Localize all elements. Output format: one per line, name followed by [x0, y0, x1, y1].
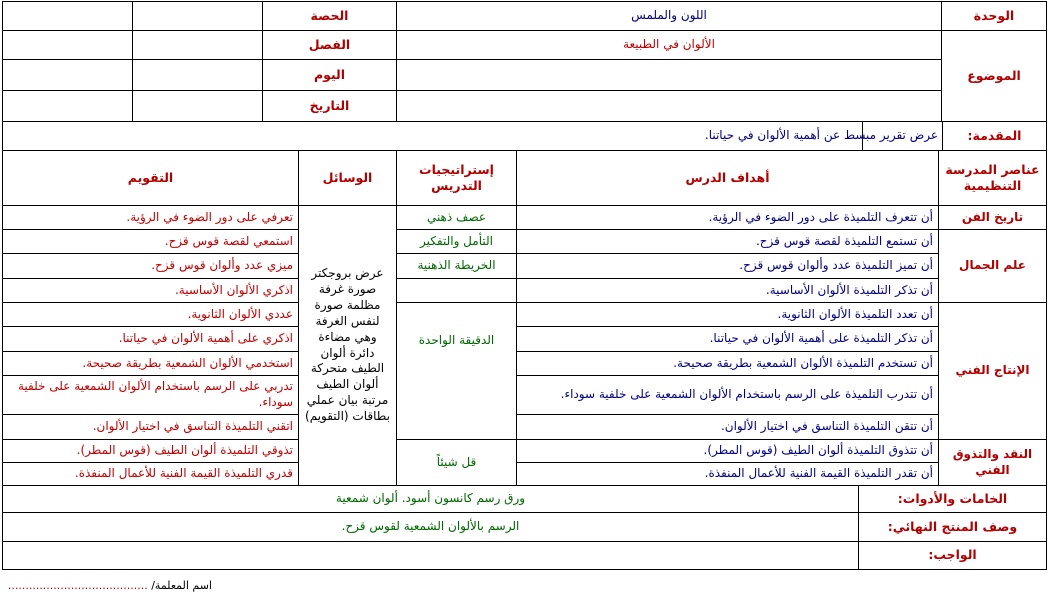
objective-item: أن تتذوق التلميذة ألوان الطيف (قوس المطر). — [517, 440, 939, 463]
objectives-header: أهداف الدرس — [517, 151, 939, 206]
group-art-production: الإنتاج الفني — [939, 303, 1047, 440]
evaluation-item: عددي الألوان الثانوية. — [3, 303, 299, 327]
evaluation-item: تعرفي على دور الضوء في الرؤية. — [3, 206, 299, 230]
evaluation-item: اذكري الألوان الأساسية. — [3, 279, 299, 303]
objective-item: أن تستمع التلميذة لقصة قوس قزح. — [517, 230, 939, 254]
unit-label: الوحدة — [942, 2, 1047, 31]
blank-cell — [3, 60, 133, 91]
topic-extra-cell — [397, 91, 942, 122]
strategies-header: إستراتيجيات التدريس — [397, 151, 517, 206]
period-value[interactable] — [133, 2, 263, 31]
topic-extra-cell — [397, 60, 942, 91]
evaluation-item: استخدمي الألوان الشمعية بطريقة صحيحة. — [3, 352, 299, 376]
homework-label: الواجب: — [859, 542, 1047, 570]
lesson-plan-sheet — [2, 1, 1046, 576]
final-product-value: الرسم بالألوان الشمعية لقوس قزح. — [3, 513, 859, 542]
strategy-one-minute — [397, 303, 517, 440]
blank-cell — [3, 31, 133, 60]
date-label: التاريخ — [263, 91, 397, 122]
group-art-history: تاريخ الفن — [939, 206, 1047, 230]
topic-label: الموضوع — [942, 31, 1047, 122]
evaluation-item: اذكري على أهمية الألوان في حياتنا. — [3, 327, 299, 352]
objective-item: أن تذكر التلميذة على أهمية الألوان في حياتنا. — [517, 327, 939, 352]
strategy-empty — [397, 279, 517, 303]
intro-value: عرض تقرير مبسط عن أهمية الألوان في حياتنا. — [863, 122, 943, 151]
materials-label: الخامات والأدوات: — [859, 486, 1047, 513]
day-value[interactable] — [133, 60, 263, 91]
strategy-mindmap: الخريطة الذهنية — [397, 254, 517, 279]
objective-item: أن تعدد التلميذة الألوان الثانوية. — [517, 303, 939, 327]
objective-item: أن تتدرب التلميذة على الرسم باستخدام الألوان الشمعية على خلفية سوداء. — [517, 376, 939, 415]
intro-table — [2, 121, 1047, 151]
materials-value: ورق رسم كانسون أسود. ألوان شمعية — [3, 486, 859, 513]
lesson-table — [2, 150, 1047, 486]
teacher-name-line — [0, 579, 212, 601]
objective-item: أن تذكر التلميذة الألوان الأساسية. — [517, 279, 939, 303]
group-aesthetics: علم الجمال — [939, 230, 1047, 303]
evaluation-header: التقويم — [3, 151, 299, 206]
footer-table — [2, 485, 1047, 570]
homework-value[interactable] — [3, 542, 859, 570]
topic-value: الألوان في الطبيعة — [397, 31, 942, 60]
strategy-say-something: قل شيئاً — [397, 440, 517, 486]
teacher-name-dots[interactable]: ........................................ — [7, 579, 148, 592]
tools-cell: عرض بروجكتر صورة غرفة مظلمة صورة لنفس الغرفة وهي مضاءة دائرة ألوان الطيف متحركة ألوان الطيف مرتبة بيان عملي بطاقات (التقويم) — [299, 206, 397, 486]
blank-cell — [3, 91, 133, 122]
intro-label: المقدمة: — [943, 122, 1047, 151]
elements-header: عناصر المدرسة التنظيمية — [939, 151, 1047, 206]
tools-header: الوسائل — [299, 151, 397, 206]
evaluation-item: تدربي على الرسم باستخدام الألوان الشمعية على خلفية سوداء. — [3, 376, 299, 415]
evaluation-item: اتقني التلميذة التناسق في اختيار الألوان. — [3, 415, 299, 440]
evaluation-item: قدري التلميذة القيمة الفنية للأعمال المنفذة. — [3, 463, 299, 486]
period-label: الحصة — [263, 2, 397, 31]
info-table — [2, 1, 1047, 122]
strategy-one-minute-label: الدقيقة الواحدة — [418, 333, 495, 347]
day-label: اليوم — [263, 60, 397, 91]
evaluation-item: تذوقي التلميذة ألوان الطيف (قوس المطر). — [3, 440, 299, 463]
group-criticism: النقد والتذوق الفني — [939, 440, 1047, 486]
objective-item: أن تقدر التلميذة القيمة الفنية للأعمال المنفذة. — [517, 463, 939, 486]
objective-item: أن تتقن التلميذة التناسق في اختيار الألوان. — [517, 415, 939, 440]
class-value[interactable] — [133, 31, 263, 60]
evaluation-item: استمعي لقصة قوس قزح. — [3, 230, 299, 254]
teacher-label: اسم المعلمة/ — [151, 579, 212, 592]
final-product-label: وصف المنتج النهائي: — [859, 513, 1047, 542]
unit-value: اللون والملمس — [397, 2, 942, 31]
objective-item: أن تميز التلميذة عدد وألوان قوس قزح. — [517, 254, 939, 279]
objective-item: أن تستخدم التلميذة الألوان الشمعية بطريقة صحيحة. — [517, 352, 939, 376]
strategy-reflection: التأمل والتفكير — [397, 230, 517, 254]
strategy-brainstorm: عصف ذهني — [397, 206, 517, 230]
evaluation-item: ميزي عدد وألوان قوس قزح. — [3, 254, 299, 279]
class-label: الفصل — [263, 31, 397, 60]
blank-cell — [3, 2, 133, 31]
objective-item: أن تتعرف التلميذة على دور الضوء في الرؤية. — [517, 206, 939, 230]
date-value[interactable] — [133, 91, 263, 122]
